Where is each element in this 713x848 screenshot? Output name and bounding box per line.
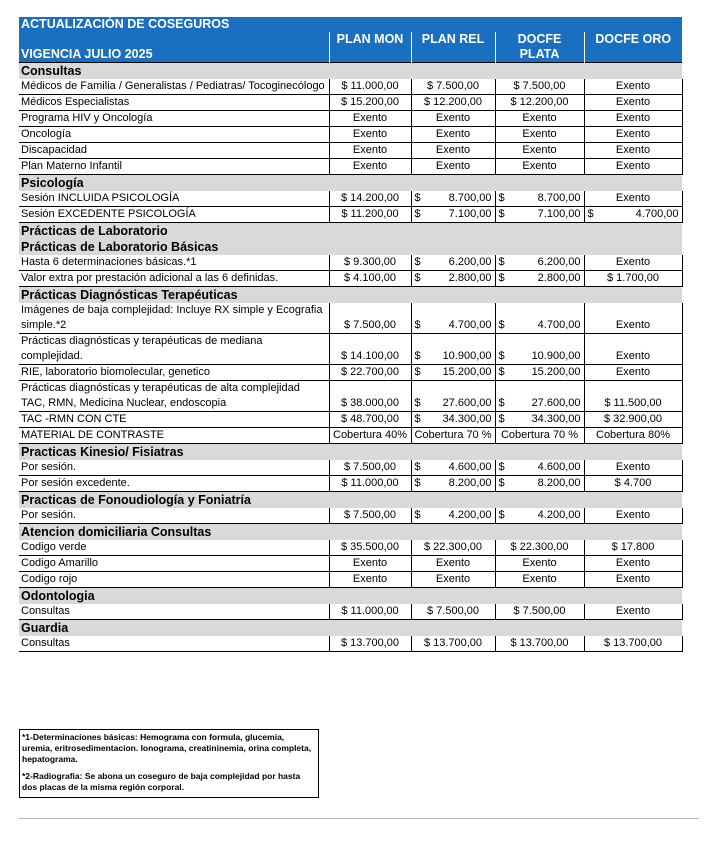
cell-value-split xyxy=(498,365,582,380)
header-row-plans xyxy=(19,32,682,63)
cell-value-split xyxy=(414,396,493,411)
currency-sign: $ xyxy=(498,256,505,268)
cell-value: Exento xyxy=(329,556,411,572)
cell-value: Exento xyxy=(495,143,584,159)
currency-sign: $ xyxy=(498,272,505,284)
currency-sign: $ xyxy=(414,413,421,425)
table-row xyxy=(19,460,682,476)
amount: 4.200,00 xyxy=(537,509,581,521)
cell-value xyxy=(411,365,495,381)
cell-value xyxy=(495,476,584,492)
cell-value-split xyxy=(414,508,493,523)
section-header xyxy=(19,444,682,461)
footnote-2: *2-Radiografia: Se abona un coseguro de baja complejidad por hasta dos placas de la misma región corporal. xyxy=(22,771,301,792)
cell-value: $ 7.500,00 xyxy=(329,508,411,524)
cell-value: $ 32.900,00 xyxy=(584,412,682,428)
cell-value xyxy=(495,412,584,428)
cell-value: $ 22.300,00 xyxy=(495,540,584,556)
row-label: Imágenes de baja complejidad: Incluye RX simple y Ecografia simple.*2 xyxy=(19,303,329,334)
row-label: Médicos de Familia / Generalistas / Pediatras/ Tocoginecólogo xyxy=(19,79,329,95)
cell-value-split xyxy=(414,476,493,491)
table-row xyxy=(19,271,682,287)
amount: 6.200,00 xyxy=(448,256,492,268)
cell-value: Exento xyxy=(584,255,682,271)
cell-value xyxy=(495,191,584,207)
section-title-text: Atencion domiciliaria Consultas xyxy=(21,525,212,539)
table-row xyxy=(19,143,682,159)
cell-value-split xyxy=(414,365,493,380)
cell-value xyxy=(411,255,495,271)
section-header xyxy=(19,175,682,192)
section-title xyxy=(19,524,682,541)
section-title-text: Practicas de Fonoudiología y Foniatría xyxy=(21,493,251,507)
table-row xyxy=(19,540,682,556)
row-label: Sesión INCLUIDA PSICOLOGÍA xyxy=(19,191,329,207)
plan-header-docfe-oro: DOCFE ORO xyxy=(584,32,682,63)
currency-sign: $ xyxy=(498,350,505,362)
cell-value-split xyxy=(498,412,582,427)
amount: 4.700,00 xyxy=(448,319,492,331)
cell-value xyxy=(495,460,584,476)
cell-value-split xyxy=(587,207,680,222)
cell-value-split xyxy=(498,349,582,364)
cell-value: $ 14.200,00 xyxy=(329,191,411,207)
cell-value xyxy=(411,381,495,412)
cell-value: $ 12.200,00 xyxy=(411,95,495,111)
cell-value: Exento xyxy=(584,303,682,334)
cell-value: Exento xyxy=(584,159,682,175)
cell-value xyxy=(411,460,495,476)
cell-value-split xyxy=(498,318,582,333)
currency-sign: $ xyxy=(414,256,421,268)
validity-label: VIGENCIA JULIO 2025 xyxy=(19,32,329,63)
section-title xyxy=(19,620,682,637)
cell-value: Exento xyxy=(584,111,682,127)
cell-value: $ 22.300,00 xyxy=(411,540,495,556)
cell-value: Exento xyxy=(584,143,682,159)
cell-value: Exento xyxy=(411,143,495,159)
section-title xyxy=(19,287,682,304)
amount: 15.200,00 xyxy=(531,366,581,378)
cell-value: Exento xyxy=(584,572,682,588)
cell-value-split xyxy=(414,271,493,286)
section-header xyxy=(19,223,682,256)
table-row xyxy=(19,303,682,334)
section-title-text: Odontologia xyxy=(21,589,95,603)
cell-value: $ 7.500,00 xyxy=(329,460,411,476)
currency-sign: $ xyxy=(414,319,421,331)
cell-value: $ 9.300,00 xyxy=(329,255,411,271)
row-label: TAC -RMN CON CTE xyxy=(19,412,329,428)
row-label: Prácticas diagnósticas y terapéuticas de mediana complejidad. xyxy=(19,334,329,365)
cell-value-split xyxy=(498,271,582,286)
currency-sign: $ xyxy=(414,461,421,473)
cell-value: Exento xyxy=(329,159,411,175)
cell-value-split xyxy=(414,191,493,206)
currency-sign: $ xyxy=(498,208,505,220)
footnotes-box xyxy=(19,729,319,798)
cell-value: Cobertura 70 % xyxy=(495,428,584,444)
cell-value xyxy=(584,207,682,223)
cell-value xyxy=(411,412,495,428)
cell-value: Exento xyxy=(495,127,584,143)
section-title-text: Prácticas Diagnósticas Terapéuticas xyxy=(21,288,238,302)
cell-value: $ 11.000,00 xyxy=(329,604,411,620)
cell-value: $ 11.200,00 xyxy=(329,207,411,223)
currency-sign: $ xyxy=(414,350,421,362)
cell-value xyxy=(411,303,495,334)
cell-value: Exento xyxy=(329,143,411,159)
currency-sign: $ xyxy=(414,397,421,409)
amount: 6.200,00 xyxy=(537,256,581,268)
section-title xyxy=(19,588,682,605)
cell-value: Exento xyxy=(411,556,495,572)
cell-value-split xyxy=(498,460,582,475)
table-row xyxy=(19,428,682,444)
currency-sign: $ xyxy=(414,192,421,204)
cell-value-split xyxy=(498,508,582,523)
amount: 8.700,00 xyxy=(448,192,492,204)
cell-value-split xyxy=(414,349,493,364)
row-label: Prácticas diagnósticas y terapéuticas de alta complejidad TAC, RMN, Medicina Nuclear, endoscopia xyxy=(19,381,329,412)
header-row-title xyxy=(19,17,682,32)
row-label: Plan Materno Infantil xyxy=(19,159,329,175)
cell-value: Exento xyxy=(495,572,584,588)
section-title xyxy=(19,63,682,80)
table-row xyxy=(19,207,682,223)
cell-value: Exento xyxy=(411,111,495,127)
cell-value: Exento xyxy=(584,191,682,207)
currency-sign: $ xyxy=(414,208,421,220)
cell-value: $ 4.100,00 xyxy=(329,271,411,287)
cell-value xyxy=(495,334,584,365)
currency-sign: $ xyxy=(414,272,421,284)
amount: 7.100,00 xyxy=(448,208,492,220)
section-title-text: Guardia xyxy=(21,621,69,635)
cell-value: Exento xyxy=(411,572,495,588)
cell-value xyxy=(411,207,495,223)
amount: 8.200,00 xyxy=(448,477,492,489)
table-row xyxy=(19,159,682,175)
section-header xyxy=(19,63,682,80)
cell-value xyxy=(411,476,495,492)
cell-value: $ 12.200,00 xyxy=(495,95,584,111)
cell-value: $ 11.000,00 xyxy=(329,79,411,95)
cell-value: $ 38.000,00 xyxy=(329,381,411,412)
amount: 4.600,00 xyxy=(537,461,581,473)
cell-value xyxy=(495,207,584,223)
currency-sign: $ xyxy=(414,366,421,378)
table-row xyxy=(19,556,682,572)
cell-value: Exento xyxy=(329,111,411,127)
section-header xyxy=(19,492,682,509)
amount: 7.100,00 xyxy=(537,208,581,220)
cell-value xyxy=(411,334,495,365)
cell-value: $ 7.500,00 xyxy=(495,604,584,620)
table-row xyxy=(19,381,682,412)
table-row xyxy=(19,255,682,271)
currency-sign: $ xyxy=(498,413,505,425)
cell-value: Exento xyxy=(584,127,682,143)
amount: 10.900,00 xyxy=(442,350,492,362)
cell-value: Exento xyxy=(584,365,682,381)
cell-value-split xyxy=(498,191,582,206)
cell-value: Exento xyxy=(329,127,411,143)
row-label: Discapacidad xyxy=(19,143,329,159)
cell-value xyxy=(495,508,584,524)
currency-sign: $ xyxy=(498,319,505,331)
cell-value xyxy=(495,255,584,271)
cell-value-split xyxy=(414,255,493,270)
footnote-1: *1-Determinaciones básicas: Hemograma con formula, glucemia, uremia, eritrosedimentacion. Ionograma, creatininemia, orina completa, hepatograma. xyxy=(22,732,312,764)
cell-value: Exento xyxy=(495,556,584,572)
table-row xyxy=(19,508,682,524)
cell-value: Exento xyxy=(584,508,682,524)
cell-value: Exento xyxy=(584,604,682,620)
cell-value: $ 13.700,00 xyxy=(411,636,495,652)
cell-value xyxy=(411,508,495,524)
row-label: Programa HIV y Oncología xyxy=(19,111,329,127)
row-label: Codigo verde xyxy=(19,540,329,556)
table-row xyxy=(19,334,682,365)
currency-sign: $ xyxy=(587,208,594,220)
table-row xyxy=(19,79,682,95)
table-row xyxy=(19,572,682,588)
cell-value: Exento xyxy=(584,556,682,572)
currency-sign: $ xyxy=(498,366,505,378)
table-row xyxy=(19,476,682,492)
row-label: Codigo rojo xyxy=(19,572,329,588)
plan-header-docfe-plata xyxy=(495,32,584,63)
cell-value: Exento xyxy=(411,127,495,143)
cell-value xyxy=(495,271,584,287)
cell-value xyxy=(411,271,495,287)
cell-value: $ 13.700,00 xyxy=(495,636,584,652)
cell-value: Exento xyxy=(584,79,682,95)
cell-value: $ 7.500,00 xyxy=(495,79,584,95)
section-title xyxy=(19,444,682,461)
table-title: ACTUALIZACIÓN DE COSEGUROS xyxy=(19,17,682,32)
cell-value-split xyxy=(498,207,582,222)
cell-value: Exento xyxy=(584,334,682,365)
currency-sign: $ xyxy=(414,509,421,521)
cell-value: Exento xyxy=(584,460,682,476)
section-title-text: Consultas xyxy=(21,64,82,78)
row-label: Médicos Especialistas xyxy=(19,95,329,111)
table-row xyxy=(19,412,682,428)
currency-sign: $ xyxy=(498,461,505,473)
cell-value: Cobertura 40% xyxy=(329,428,411,444)
cell-value: Exento xyxy=(329,572,411,588)
section-title-text: Prácticas de Laboratorio xyxy=(21,224,168,238)
row-label: Consultas xyxy=(19,604,329,620)
cell-value xyxy=(495,303,584,334)
section-header xyxy=(19,588,682,605)
cell-value: $ 11.500,00 xyxy=(584,381,682,412)
currency-sign: $ xyxy=(498,477,505,489)
cell-value xyxy=(495,365,584,381)
section-header xyxy=(19,287,682,304)
amount: 4.700,00 xyxy=(635,208,679,220)
cell-value-split xyxy=(498,396,582,411)
amount: 4.600,00 xyxy=(448,461,492,473)
cell-value: $ 35.500,00 xyxy=(329,540,411,556)
cell-value: $ 7.500,00 xyxy=(329,303,411,334)
cell-value: $ 15.200,00 xyxy=(329,95,411,111)
amount: 4.700,00 xyxy=(537,319,581,331)
section-title xyxy=(19,223,682,256)
table-row xyxy=(19,636,682,652)
cell-value-split xyxy=(414,207,493,222)
plan-header-mon: PLAN MON xyxy=(329,32,411,63)
cell-value: $ 13.700,00 xyxy=(329,636,411,652)
amount: 8.700,00 xyxy=(537,192,581,204)
amount: 4.200,00 xyxy=(448,509,492,521)
cell-value: Exento xyxy=(584,95,682,111)
amount: 8.200,00 xyxy=(537,477,581,489)
table-row xyxy=(19,604,682,620)
cell-value xyxy=(411,191,495,207)
section-header xyxy=(19,524,682,541)
page-divider xyxy=(19,818,699,819)
cell-value: $ 11.000,00 xyxy=(329,476,411,492)
table-row xyxy=(19,95,682,111)
currency-sign: $ xyxy=(414,477,421,489)
cell-value-split xyxy=(414,460,493,475)
cell-value: Cobertura 80% xyxy=(584,428,682,444)
cell-value: $ 7.500,00 xyxy=(411,604,495,620)
cell-value: $ 22.700,00 xyxy=(329,365,411,381)
row-label: MATERIAL DE CONTRASTE xyxy=(19,428,329,444)
cell-value-split xyxy=(498,255,582,270)
cell-value: Exento xyxy=(495,159,584,175)
cell-value: $ 4.700 xyxy=(584,476,682,492)
cell-value: Exento xyxy=(495,111,584,127)
amount: 2.800,00 xyxy=(448,272,492,284)
row-label: Consultas xyxy=(19,636,329,652)
row-label: Hasta 6 determinaciones básicas.*1 xyxy=(19,255,329,271)
row-label: Por sesión. xyxy=(19,508,329,524)
section-title-text: Practicas Kinesio/ Fisiatras xyxy=(21,445,184,459)
cell-value: $ 48.700,00 xyxy=(329,412,411,428)
cell-value: $ 17.800 xyxy=(584,540,682,556)
cell-value: $ 14.100,00 xyxy=(329,334,411,365)
currency-sign: $ xyxy=(498,397,505,409)
row-label: Por sesión excedente. xyxy=(19,476,329,492)
amount: 10.900,00 xyxy=(531,350,581,362)
table-row xyxy=(19,127,682,143)
row-label: Por sesión. xyxy=(19,460,329,476)
coseguros-sheet xyxy=(19,17,683,652)
row-label: Sesión EXCEDENTE PSICOLOGÍA xyxy=(19,207,329,223)
row-label: RIE, laboratorio biomolecular, genetico xyxy=(19,365,329,381)
plan-header-rel: PLAN REL xyxy=(411,32,495,63)
cell-value: $ 1.700,00 xyxy=(584,271,682,287)
row-label: Valor extra por prestación adicional a las 6 definidas. xyxy=(19,271,329,287)
row-label: Codigo Amarillo xyxy=(19,556,329,572)
cell-value: $ 13.700,00 xyxy=(584,636,682,652)
cell-value: Cobertura 70 % xyxy=(411,428,495,444)
amount: 2.800,00 xyxy=(537,272,581,284)
amount: 27.600,00 xyxy=(531,397,581,409)
amount: 27.600,00 xyxy=(442,397,492,409)
section-header xyxy=(19,620,682,637)
currency-sign: $ xyxy=(498,509,505,521)
cell-value xyxy=(495,381,584,412)
table-row xyxy=(19,365,682,381)
plan-header-docfe-plata-label: DOCFE PLATA xyxy=(517,32,562,61)
table-row xyxy=(19,111,682,127)
section-subtitle-text: Prácticas de Laboratorio Básicas xyxy=(21,240,219,254)
amount: 15.200,00 xyxy=(442,366,492,378)
currency-sign: $ xyxy=(498,192,505,204)
coseguros-table xyxy=(19,17,683,652)
table-row xyxy=(19,191,682,207)
row-label: Oncología xyxy=(19,127,329,143)
cell-value-split xyxy=(498,476,582,491)
cell-value: $ 7.500,00 xyxy=(411,79,495,95)
amount: 34.300,00 xyxy=(442,413,492,425)
section-title-text: Psicología xyxy=(21,176,84,190)
section-title xyxy=(19,492,682,509)
cell-value-split xyxy=(414,318,493,333)
cell-value: Exento xyxy=(411,159,495,175)
cell-value-split xyxy=(414,412,493,427)
section-title xyxy=(19,175,682,192)
amount: 34.300,00 xyxy=(531,413,581,425)
